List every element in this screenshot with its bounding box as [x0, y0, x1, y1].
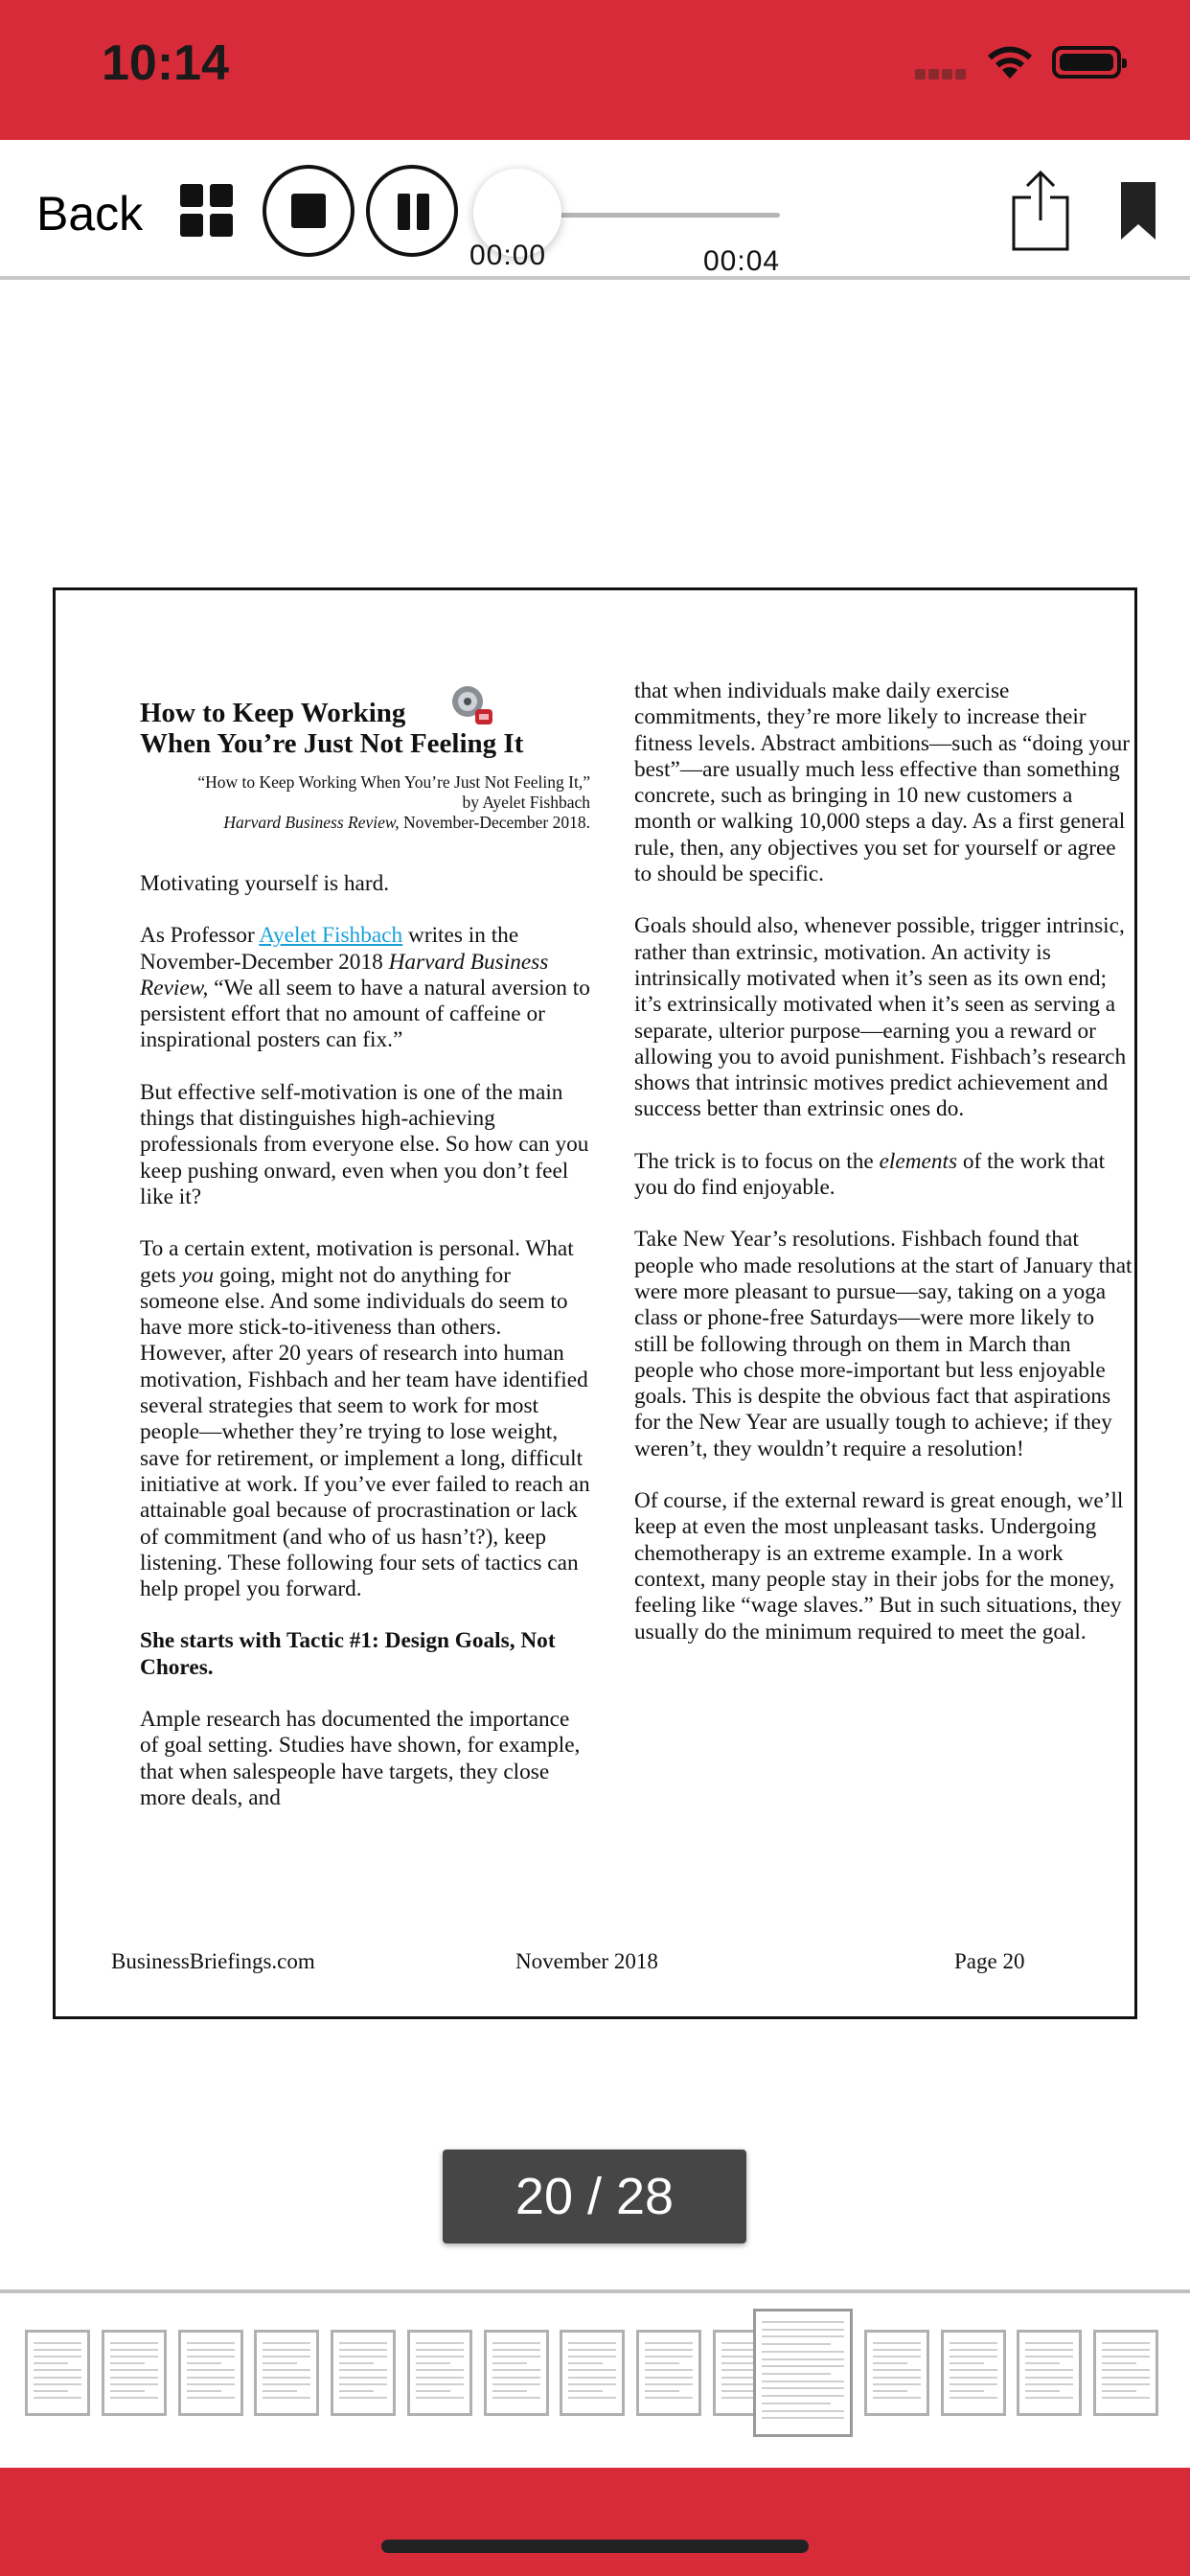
citation-line-1: “How to Keep Working When You’re Just Not Feeling It,” [197, 772, 590, 792]
home-indicator [381, 2540, 809, 2553]
status-time: 10:14 [102, 35, 229, 91]
citation-date: November-December 2018. [399, 813, 590, 832]
reader-toolbar [0, 140, 1190, 280]
paragraph: Ample research has documented the importance of goal setting. Studies have shown, for example, that when salespeople have targets, they close more deals, and [140, 1707, 581, 1810]
wifi-icon [985, 42, 1035, 80]
page-thumbnail[interactable] [864, 2330, 929, 2416]
page-thumbnail[interactable] [331, 2330, 396, 2416]
paragraph: As Professor Ayelet Fishbach writes in the November-December 2018 Harvard Business Review, “We all seem to have a natural aversion to persistent effort that no amount of caffeine or inspirational posters can fix.” [140, 923, 590, 1053]
page-thumbnail[interactable] [254, 2330, 319, 2416]
footer-date: November 2018 [515, 1949, 658, 1973]
stop-button[interactable] [263, 165, 355, 257]
citation-line-2: by Ayelet Fishbach [462, 793, 590, 812]
time-total: 00:04 [703, 245, 781, 277]
page-thumbnail[interactable] [484, 2330, 549, 2416]
page-thumbnail[interactable] [407, 2330, 472, 2416]
battery-icon [1052, 46, 1121, 79]
footer-page: Page 20 [954, 1949, 1025, 1973]
paragraph: To a certain extent, motivation is personal. What gets you going, might not do anything for someone else. And some individuals do seem to have more stick-to-itiveness than others. However, after 20 years of research into human motivation, Fishbach and her team have identified several strategies that seem to work for most people—whether they’re trying to lose weight, save for retirement, or implement a long, difficult initiative at work. If you’ve ever failed to reach an attainable goal because of procrastination or lack of commitment (and who of us hasn’t?), keep listening. These following four sets of tactics can help propel you forward. [140, 1236, 590, 1602]
paragraph: Take New Year’s resolutions. Fishbach found that people who made resolutions at the start of January that were more pleasant to pursue—say, taking on a yoga class or phone-free Saturdays—were more likely to still be following through on them in March than people who chose more-important but less enjoyable goals. This is despite the obvious fact that aspirations for the New Year are usually tough to achieve; if they weren’t, they wouldn’t require a resolution! [634, 1227, 1133, 1461]
footer-site: BusinessBriefings.com [111, 1949, 315, 1973]
author-link[interactable]: Ayelet Fishbach [259, 923, 403, 949]
page-thumbnail[interactable] [636, 2330, 701, 2416]
page-thumbnail-current[interactable] [753, 2309, 853, 2437]
page-thumbnail[interactable] [1093, 2330, 1158, 2416]
paragraph: But effective self-motivation is one of the main things that distinguishes high-achieving professionals from everyone else. So how can you keep pushing onward, even when you don’t feel like it? [140, 1079, 589, 1209]
article-title [140, 698, 590, 759]
section-heading: She starts with Tactic #1: Design Goals, Not Chores. [140, 1628, 556, 1680]
grid-icon[interactable] [180, 184, 234, 238]
bookmark-icon[interactable] [1121, 182, 1156, 240]
pause-icon [398, 194, 410, 230]
title-line-1: How to Keep Working [140, 698, 406, 728]
paragraph: Goals should also, whenever possible, trigger intrinsic, rather than extrinsic, motivation. An activity is intrinsically motivated when it’s seen as its own end; it’s extrinsically motivated when it’s seen as serving a separate, ulterior purpose—earning you a reward or allowing you to avoid punishment. Fishbach’s research shows that intrinsic motives predict achievement and success better than extrinsic ones do. [634, 913, 1127, 1122]
citation-journal: Harvard Business Review, [223, 813, 400, 832]
paragraph: Of course, if the external reward is great enough, we’ll keep at even the most unpleasant tasks. Undergoing chemotherapy is an extreme example. In a work context, many people stay in their jobs for the money, feeling like “wage slaves.” But in such situations, they usually do the minimum required to meet the goal. [634, 1488, 1124, 1644]
citation [140, 772, 590, 833]
cellular-signal-icon [915, 67, 973, 79]
page-thumbnail[interactable] [102, 2330, 167, 2416]
pause-button[interactable] [366, 165, 458, 257]
page-thumbnail[interactable] [25, 2330, 90, 2416]
paragraph: Motivating yourself is hard. [140, 871, 390, 896]
text-column-right [634, 678, 1133, 1671]
status-bar [0, 0, 1190, 140]
page-thumbnail[interactable] [560, 2330, 625, 2416]
share-icon[interactable] [1010, 169, 1071, 251]
text-column-left [140, 698, 590, 1837]
paragraph: that when individuals make daily exercise commitments, they’re more likely to increase their fitness levels. Abstract ambitions—such as “doing your best”—are usually much less effective than something concrete, such as bringing in 10 new customers a month or walking 10,000 steps a day. As a first general rule, then, any objectives you set for yourself or agree to should be specific. [634, 678, 1130, 887]
highlight-paragraph: The trick is to focus on the elements of the work that you do find enjoyable. [634, 1148, 1106, 1201]
page-thumbnail[interactable] [1017, 2330, 1082, 2416]
document-page [53, 587, 1137, 2019]
title-line-2: When You’re Just Not Feeling It [140, 728, 524, 759]
page-indicator: 20 / 28 [443, 2150, 746, 2243]
thumbnail-strip[interactable] [0, 2289, 1190, 2468]
page-thumbnail[interactable] [178, 2330, 243, 2416]
stop-icon [291, 194, 326, 228]
time-elapsed: 00:00 [469, 240, 547, 271]
bottom-bar [0, 2468, 1190, 2576]
back-button[interactable]: Back [36, 187, 144, 241]
page-thumbnail[interactable] [941, 2330, 1006, 2416]
